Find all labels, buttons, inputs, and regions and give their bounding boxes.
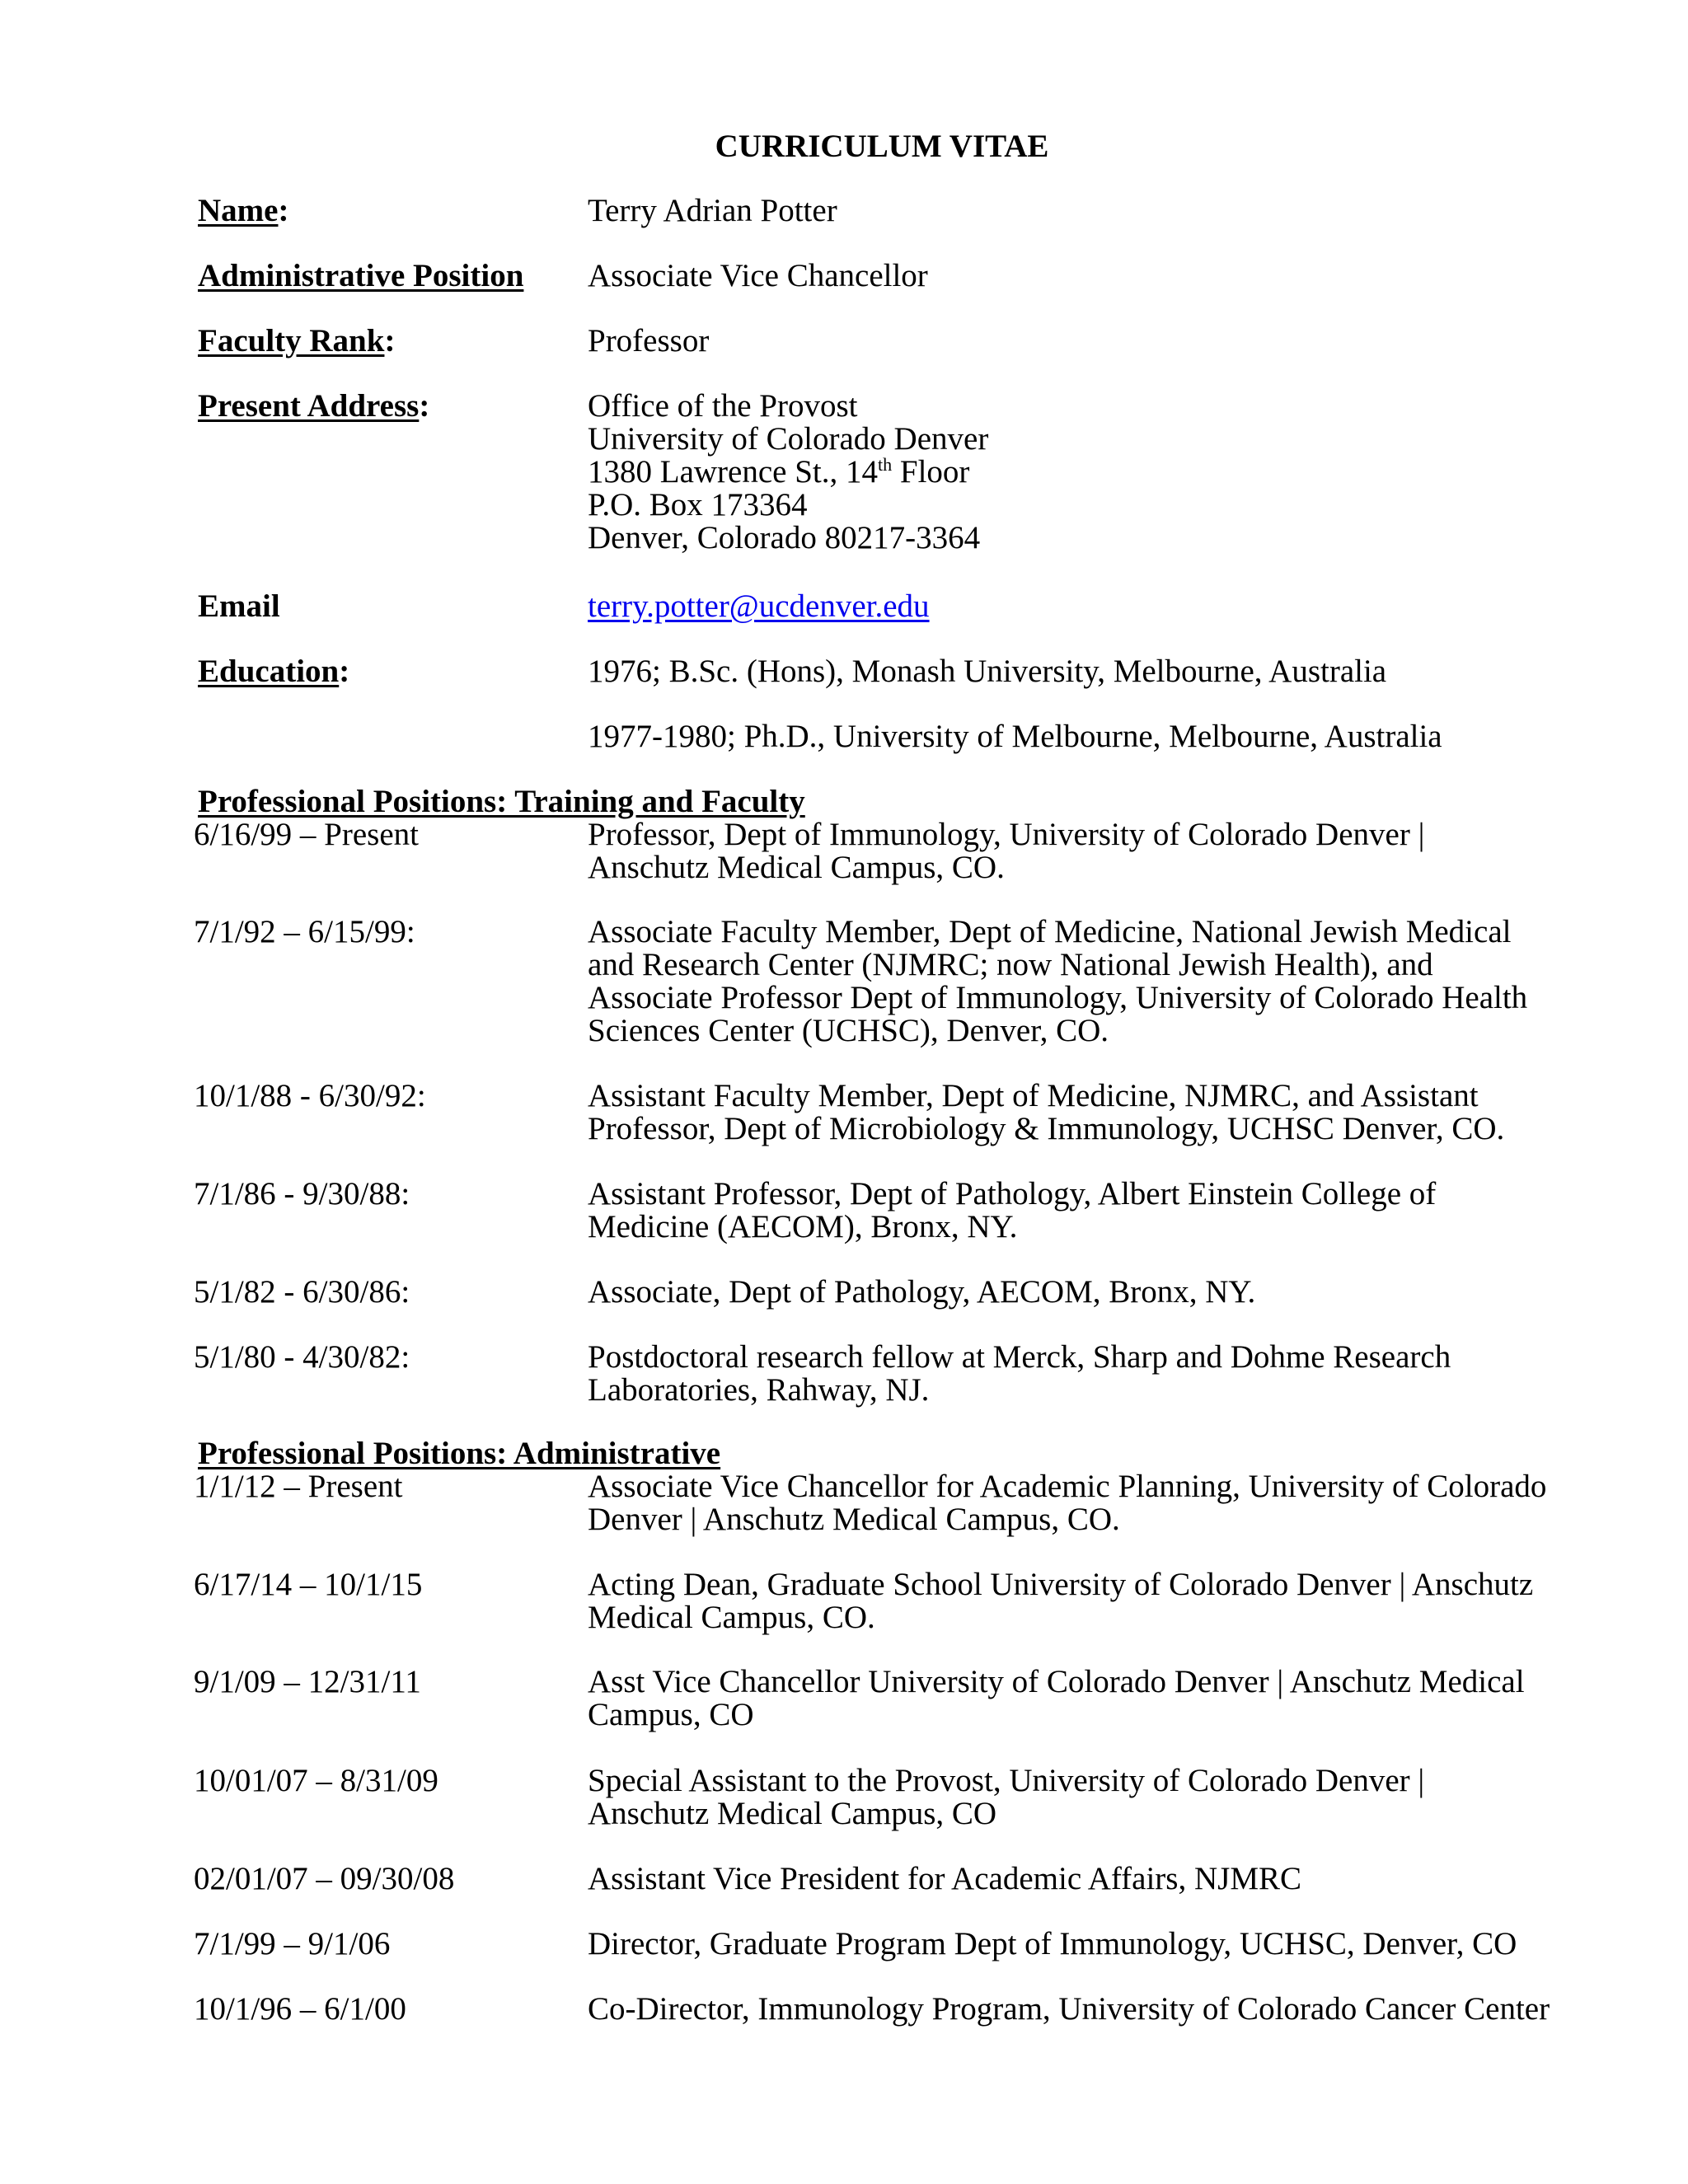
address-line: P.O. Box 173364	[588, 487, 808, 523]
present-address-label: Present Address:	[198, 388, 430, 424]
training-section-heading: Professional Positions: Training and Faculty	[198, 784, 805, 819]
position-description-line: Asst Vice Chancellor University of Colorado Denver | Anschutz Medical	[588, 1664, 1525, 1699]
position-description	[588, 1993, 1601, 2026]
position-description-line: Professor, Dept of Immunology, University of Colorado Denver |	[588, 817, 1425, 852]
address-line: Office of the Provost	[588, 388, 858, 424]
position-description-line: Associate Professor Dept of Immunology, University of Colorado Health	[588, 980, 1528, 1015]
position-date: 5/1/80 - 4/30/82:	[194, 1339, 410, 1375]
position-date: 10/1/88 - 6/30/92:	[194, 1078, 426, 1113]
address-line: University of Colorado Denver	[588, 421, 989, 457]
position-description-line: Anschutz Medical Campus, CO	[588, 1796, 997, 1831]
position-date: 10/01/07 – 8/31/09	[194, 1763, 438, 1798]
position-description-line: Assistant Faculty Member, Dept of Medicine, NJMRC, and Assistant	[588, 1078, 1479, 1113]
position-description-line: Medicine (AECOM), Bronx, NY.	[588, 1209, 1018, 1244]
position-description-line: Assistant Vice President for Academic Affairs, NJMRC	[588, 1861, 1302, 1896]
position-description-line: Campus, CO	[588, 1697, 754, 1732]
education-entry: 1976; B.Sc. (Hons), Monash University, Melbourne, Australia	[588, 654, 1387, 689]
position-date: 7/1/92 – 6/15/99:	[194, 914, 415, 949]
position-description	[588, 1341, 1601, 1407]
position-description	[588, 1178, 1601, 1244]
position-description-line: Associate Vice Chancellor for Academic Planning, University of Colorado	[588, 1469, 1547, 1504]
address-line: Denver, Colorado 80217-3364	[588, 520, 981, 555]
position-description	[588, 1863, 1601, 1896]
position-description-line: and Research Center (NJMRC; now National Jewish Health), and	[588, 947, 1433, 982]
position-description-line: Associate, Dept of Pathology, AECOM, Bronx, NY.	[588, 1274, 1256, 1310]
name-value: Terry Adrian Potter	[588, 193, 837, 228]
admin-position-value: Associate Vice Chancellor	[588, 258, 928, 293]
position-description	[588, 1928, 1601, 1961]
education-entry: 1977-1980; Ph.D., University of Melbourne, Melbourne, Australia	[588, 719, 1442, 754]
position-description-line: Co-Director, Immunology Program, University of Colorado Cancer Center	[588, 1991, 1550, 2027]
position-description-line: Professor, Dept of Microbiology & Immunology, UCHSC Denver, CO.	[588, 1111, 1505, 1146]
faculty-rank-value: Professor	[588, 323, 710, 359]
position-description	[588, 1765, 1601, 1830]
address-street: 1380 Lawrence St., 14th Floor	[588, 454, 970, 490]
name-label: Name:	[198, 193, 289, 228]
education-label: Education:	[198, 654, 350, 689]
administrative-section-heading: Professional Positions: Administrative	[198, 1436, 721, 1471]
email-link[interactable]: terry.potter@ucdenver.edu	[588, 588, 930, 624]
email-label: Email	[198, 588, 280, 624]
position-description-line: Postdoctoral research fellow at Merck, Sharp and Dohme Research	[588, 1339, 1451, 1375]
position-date: 02/01/07 – 09/30/08	[194, 1861, 455, 1896]
position-description	[588, 1080, 1601, 1146]
position-date: 6/16/99 – Present	[194, 817, 419, 852]
position-description-line: Anschutz Medical Campus, CO.	[588, 850, 1005, 885]
document-title: CURRICULUM VITAE	[715, 129, 1049, 164]
position-description-line: Acting Dean, Graduate School University of Colorado Denver | Anschutz	[588, 1567, 1534, 1602]
position-description	[588, 916, 1601, 1047]
position-date: 9/1/09 – 12/31/11	[194, 1664, 421, 1699]
position-description-line: Denver | Anschutz Medical Campus, CO.	[588, 1502, 1120, 1537]
position-description-line: Director, Graduate Program Dept of Immunology, UCHSC, Denver, CO	[588, 1926, 1517, 1961]
position-date: 6/17/14 – 10/1/15	[194, 1567, 423, 1602]
position-description	[588, 1568, 1601, 1634]
position-description-line: Sciences Center (UCHSC), Denver, CO.	[588, 1013, 1109, 1048]
position-description-line: Special Assistant to the Provost, University of Colorado Denver |	[588, 1763, 1425, 1798]
position-date: 7/1/86 - 9/30/88:	[194, 1176, 410, 1212]
position-date: 10/1/96 – 6/1/00	[194, 1991, 406, 2027]
position-description	[588, 1470, 1601, 1536]
position-date: 7/1/99 – 9/1/06	[194, 1926, 391, 1961]
admin-position-label: Administrative Position	[198, 258, 524, 293]
position-description-line: Laboratories, Rahway, NJ.	[588, 1372, 930, 1408]
position-description-line: Medical Campus, CO.	[588, 1600, 875, 1635]
faculty-rank-label: Faculty Rank:	[198, 323, 396, 359]
present-address-value	[588, 390, 988, 555]
position-description	[588, 1276, 1601, 1309]
position-description-line: Associate Faculty Member, Dept of Medicine, National Jewish Medical	[588, 914, 1512, 949]
position-description-line: Assistant Professor, Dept of Pathology, Albert Einstein College of	[588, 1176, 1437, 1212]
position-date: 1/1/12 – Present	[194, 1469, 403, 1504]
position-description	[588, 818, 1601, 884]
position-date: 5/1/82 - 6/30/86:	[194, 1274, 410, 1310]
position-description	[588, 1666, 1601, 1732]
